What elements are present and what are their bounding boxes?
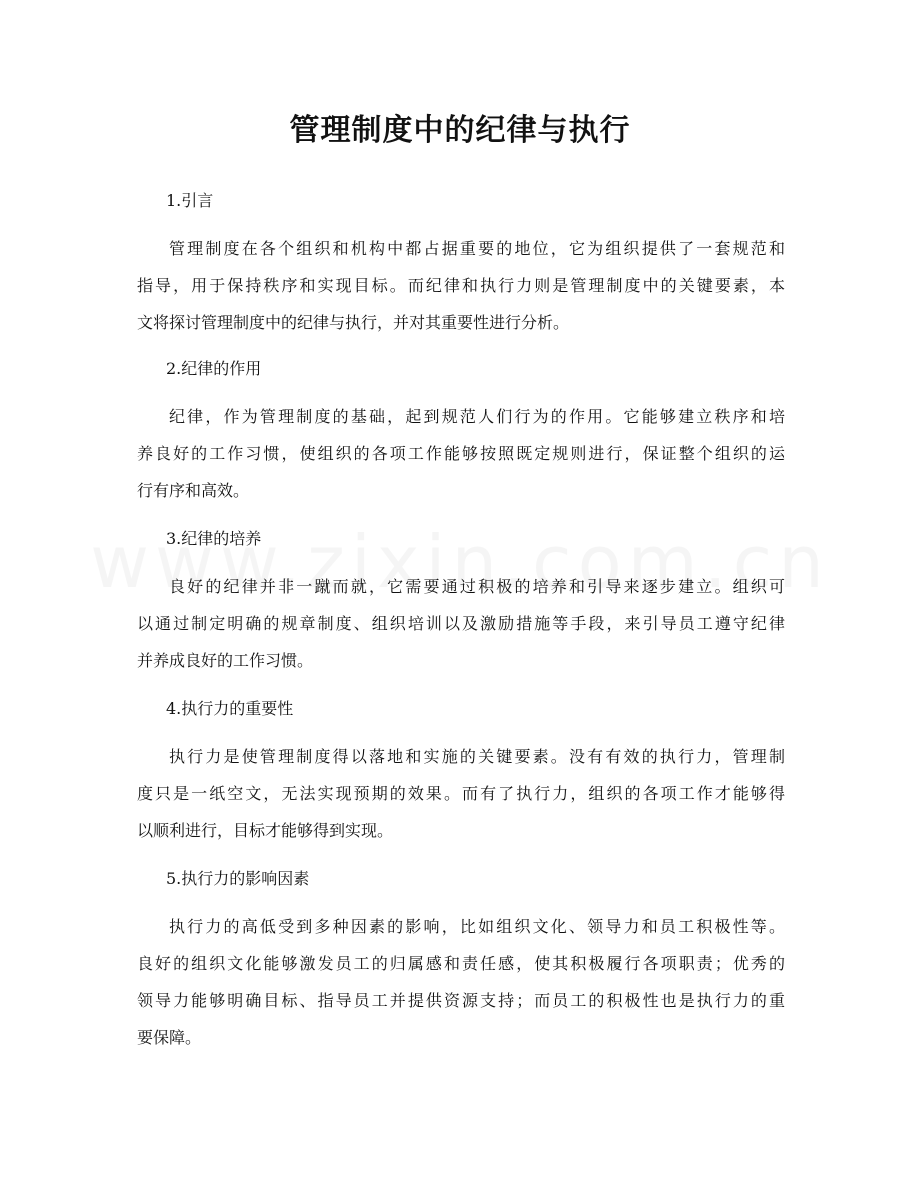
paragraph-line: 指导，用于保持秩序和实现目标。而纪律和执行力则是管理制度中的关键要素，本: [137, 276, 785, 295]
paragraph-line: 度只是一纸空文，无法实现预期的效果。而有了执行力，组织的各项工作才能够得: [137, 784, 785, 803]
paragraph-line: 并养成良好的工作习惯。: [137, 651, 314, 670]
section-paragraph-introduction: [137, 230, 785, 341]
section-paragraph-execution-importance: [137, 738, 785, 849]
paragraph-line: 文将探讨管理制度中的纪律与执行，并对其重要性进行分析。: [137, 313, 570, 332]
section-heading-discipline-cultivation: 3.纪律的培养: [166, 529, 262, 548]
document-title: 管理制度中的纪律与执行: [289, 113, 631, 148]
paragraph-line: 纪律，作为管理制度的基础，起到规范人们行为的作用。它能够建立秩序和培: [169, 407, 785, 426]
section-heading-execution-importance: 4.执行力的重要性: [166, 699, 294, 718]
paragraph-line: 行有序和高效。: [137, 481, 250, 500]
paragraph-line: 以顺利进行，目标才能够得到实现。: [137, 821, 394, 840]
paragraph-line: 以通过制定明确的规章制度、组织培训以及激励措施等手段，来引导员工遵守纪律: [137, 614, 785, 633]
paragraph-line: 良好的纪律并非一蹴而就，它需要通过积极的培养和引导来逐步建立。组织可: [169, 577, 785, 596]
paragraph-line: 执行力的高低受到多种因素的影响，比如组织文化、领导力和员工积极性等。: [169, 917, 785, 936]
paragraph-line: 要保障。: [137, 1028, 202, 1047]
section-paragraph-discipline-cultivation: [137, 568, 785, 679]
section-paragraph-execution-factors: [137, 908, 785, 1056]
paragraph-line: 执行力是使管理制度得以落地和实施的关键要素。没有有效的执行力，管理制: [169, 747, 785, 766]
paragraph-line: 良好的组织文化能够激发员工的归属感和责任感，使其积极履行各项职责；优秀的: [137, 954, 785, 973]
section-heading-execution-factors: 5.执行力的影响因素: [166, 869, 310, 888]
paragraph-line: 领导力能够明确目标、指导员工并提供资源支持；而员工的积极性也是执行力的重: [137, 991, 785, 1010]
section-paragraph-discipline-role: [137, 398, 785, 509]
paragraph-line: 养良好的工作习惯，使组织的各项工作能够按照既定规则进行，保证整个组织的运: [137, 444, 785, 463]
paragraph-line: 管理制度在各个组织和机构中都占据重要的地位，它为组织提供了一套规范和: [169, 239, 785, 258]
section-heading-discipline-role: 2.纪律的作用: [166, 359, 262, 378]
section-heading-introduction: 1.引言: [166, 191, 214, 210]
